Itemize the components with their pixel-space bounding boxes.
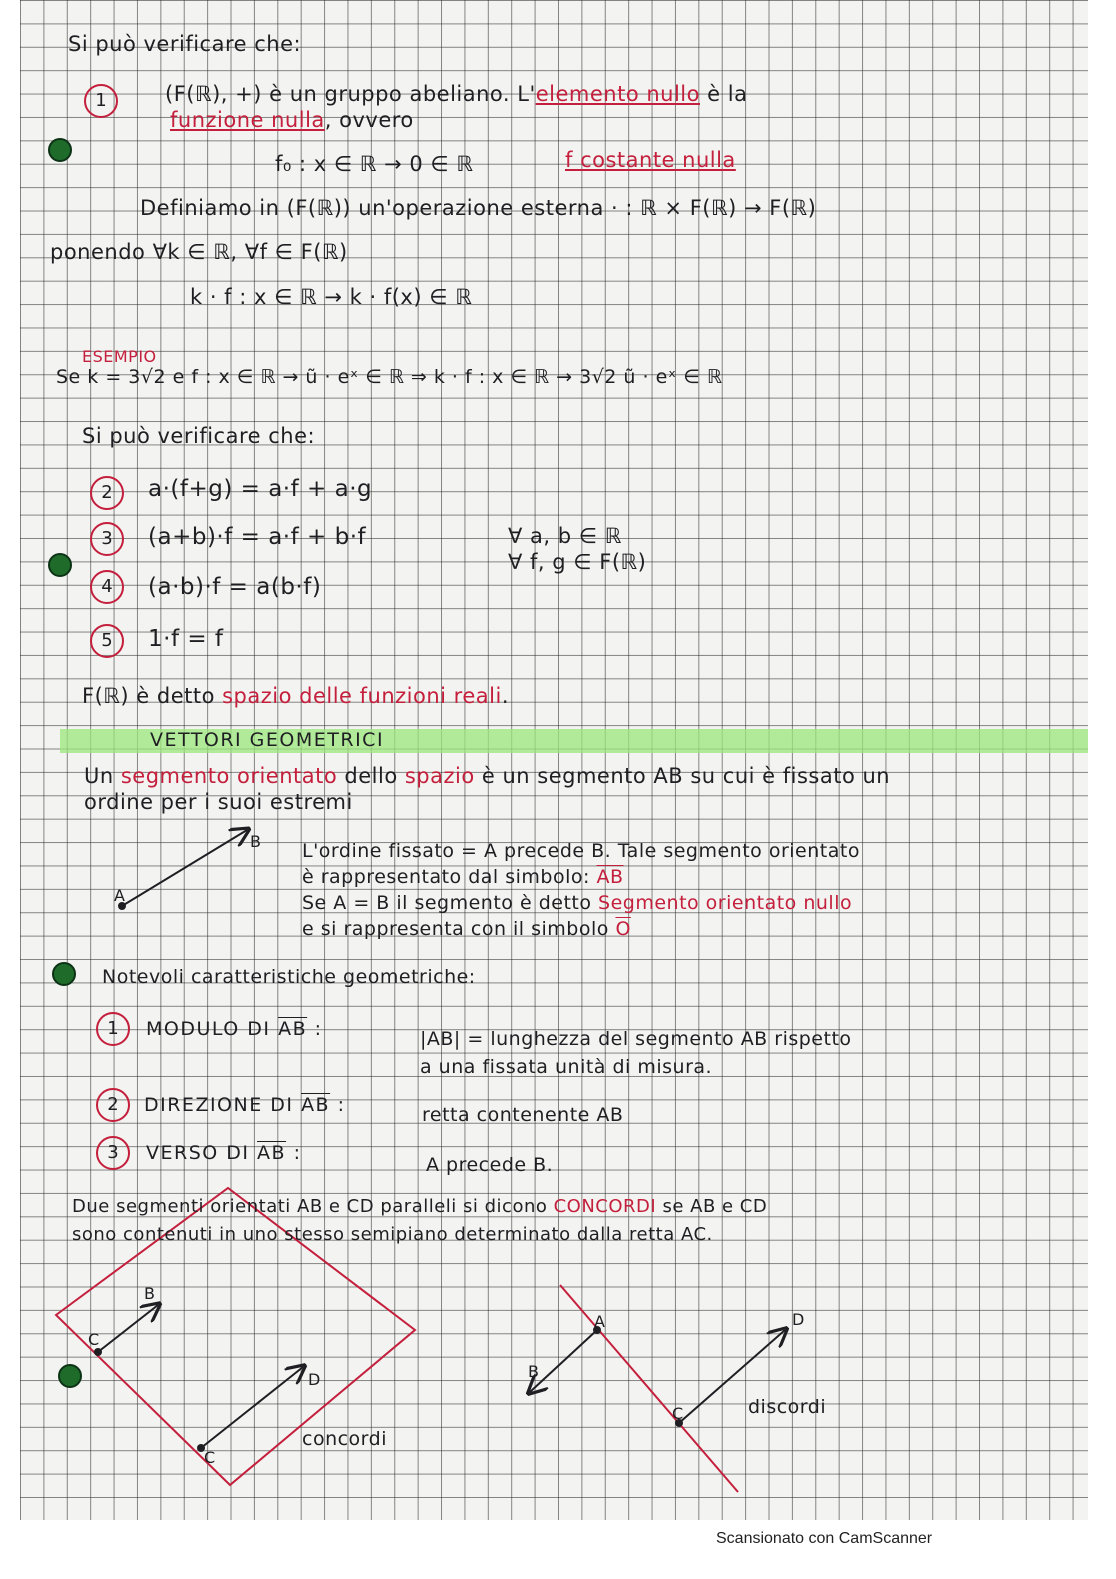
point-label-d: D [792,1310,805,1329]
vector-symbol: $\overline{AB}$ [278,1018,308,1040]
char-number-3: 3 [96,1136,130,1170]
text: (F(ℝ), +) è un gruppo abeliano. L' [165,82,536,106]
char-number-2: 2 [96,1088,130,1122]
char-direzione: DIREZIONE DI $\overline{AB}$ : [144,1094,346,1116]
item-number-1: 1 [84,84,118,118]
text: . [501,684,509,708]
property-5: 1·f = f [148,626,224,652]
green-bullet-icon [52,962,76,986]
property-2: a·(f+g) = a·f + a·g [148,476,373,502]
segment-ab-arrow [122,830,247,906]
text: è rappresentato dal simbolo: [302,866,590,888]
char-verso: VERSO DI $\overline{AB}$ : [146,1142,302,1164]
text: Un [84,764,121,788]
text: F(ℝ) è detto [82,684,223,708]
text: DIREZIONE DI [144,1094,294,1116]
vector-symbol: $\overline{AB}$ [301,1094,331,1116]
char-modulo: MODULO DI $\overline{AB}$ : [146,1018,323,1040]
point-label-d: D [308,1370,321,1389]
point-label-c: C [672,1404,684,1423]
term-elemento-nullo: elemento nullo [535,82,700,106]
order-line-4 [302,918,631,940]
char-direzione-desc: retta contenente AB [422,1104,624,1126]
characteristics-intro: Notevoli caratteristiche geometriche: [102,966,476,988]
segment-definition-2: ordine per i suoi estremi [84,790,353,814]
intro-line-2: Si può verificare che: [82,424,316,448]
term-spazio-funzioni: spazio delle funzioni reali [222,684,502,708]
section-heading: VETTORI GEOMETRICI [150,729,385,751]
example-label: ESEMPIO [82,347,157,366]
term-concordi: CONCORDI [553,1196,657,1217]
vector-ab-discordi [530,1330,597,1392]
text: VERSO DI [146,1142,250,1164]
text: , ovvero [324,108,414,132]
item-number-4: 4 [90,570,124,604]
point-label-c: C [88,1330,100,1349]
line-ac [560,1285,738,1492]
property-3: (a+b)·f = a·f + b·f [148,524,367,550]
concordi-definition [72,1196,767,1217]
text: Se A = B il segmento è detto [302,892,599,914]
scanner-footer: Scansionato con CamScanner [716,1530,933,1547]
green-bullet-icon [58,1364,82,1388]
label-concordi: concordi [302,1428,388,1450]
order-line-2 [302,866,624,888]
vector-symbol-ab: $\overline{AB}$ [596,866,624,888]
order-line-3 [302,892,852,914]
text: dello [337,764,405,788]
point-label-b: B [144,1284,156,1303]
text: Due segmenti orientati AB e CD paralleli si dicono [72,1196,554,1217]
char-modulo-desc: |AB| = lunghezza del segmento AB rispetto [420,1028,852,1050]
order-line-1: L'ordine fissato = A precede B. Tale segmento orientato [302,840,860,862]
point-label-b: B [250,832,262,851]
text: se AB e CD [656,1196,768,1217]
vector-symbol: $\overline{AB}$ [257,1142,287,1164]
diagrams-layer [20,0,1088,1520]
vector-ab-concordi [98,1305,158,1352]
example-line: Se k = 3√2 e f : x ∈ ℝ → ũ · eˣ ∈ ℝ ⇒ k · f : x ∈ ℝ → 3√2 ũ · eˣ ∈ ℝ [56,366,723,388]
notebook-page [20,0,1088,1520]
point-label-b: B [528,1362,540,1381]
quantifier-2: ∀ f, g ∈ F(ℝ) [508,550,647,574]
item-number-5: 5 [90,624,124,658]
item-number-3: 3 [90,522,124,556]
term-segmento-nullo: Segmento orientato nullo [598,892,853,914]
vector-symbol-null: $\overline{O}$ [615,918,631,940]
point-label-c: C [204,1448,216,1467]
label-discordi: discordi [748,1396,827,1418]
concordi-definition-2: sono contenuti in uno stesso semipiano determinato dalla retta AC. [72,1224,713,1245]
null-function-note: f costante nulla [565,148,736,172]
null-function: f₀ : x ∈ ℝ → 0 ∈ ℝ [275,152,474,176]
char-verso-desc: A precede B. [426,1154,554,1176]
item-number-2: 2 [90,476,124,510]
text: è la [699,82,748,106]
char-number-1: 1 [96,1012,130,1046]
point-dot [94,1348,102,1356]
quantifier-1: ∀ a, b ∈ ℝ [508,524,622,548]
term-segmento-orientato: segmento orientato [120,764,338,788]
text: e si rappresenta con il simbolo [302,918,609,940]
property-4: (a·b)·f = a(b·f) [148,574,322,600]
point-label-a: A [594,1312,606,1331]
term-spazio: spazio [404,764,475,788]
intro-line: Si può verificare che: [68,32,302,56]
text: MODULO DI [146,1018,271,1040]
text: è un segmento AB su cui è fissato un [474,764,891,788]
term-funzione-nulla: funzione nulla [170,108,325,132]
definition-line: Definiamo in (F(ℝ)) un'operazione esterna · : ℝ × F(ℝ) → F(ℝ) [140,196,817,220]
point-label-a: A [114,886,126,905]
definition-line-2: ponendo ∀k ∈ ℝ, ∀f ∈ F(ℝ) [50,240,348,264]
char-modulo-desc-2: a una fissata unità di misura. [420,1056,713,1078]
scalar-product-definition: k · f : x ∈ ℝ → k · f(x) ∈ ℝ [190,285,473,309]
